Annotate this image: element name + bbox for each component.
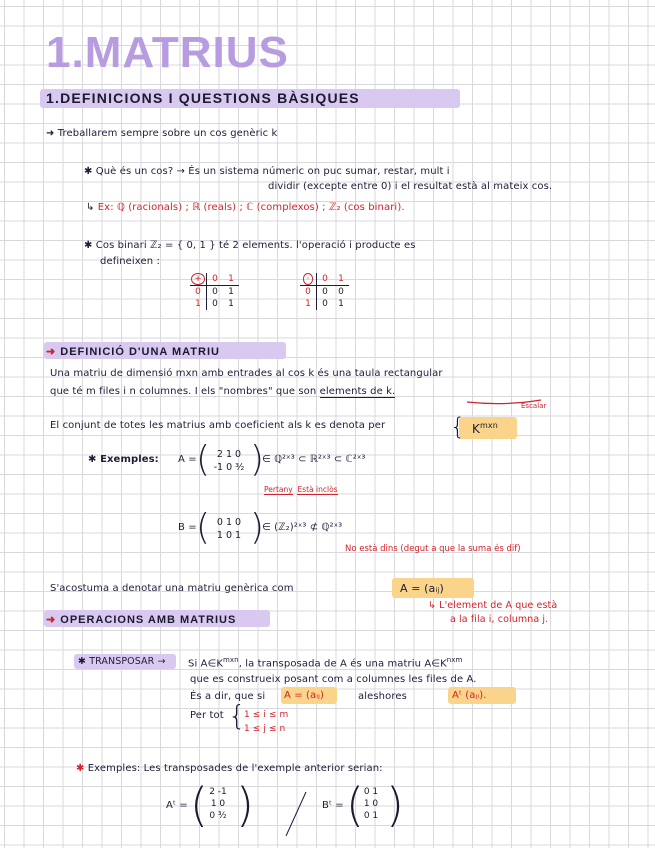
matrix-at [200, 786, 236, 822]
asterisk-bullet-icon: ✱ [84, 166, 93, 177]
sum-row-label: 0 [195, 287, 201, 297]
brace: { [228, 699, 246, 732]
matrix-bt-row: 0 1 [363, 787, 379, 797]
asterisk-bullet-icon: ✱ [84, 240, 93, 251]
matrix-bt-row: 0 1 [363, 811, 379, 821]
sum-op: + [190, 273, 207, 286]
conditions [244, 708, 288, 736]
cos-answer-1: És un sistema númeric on puc sumar, restar, mult i [188, 166, 450, 177]
cos-answer-2: dividir (excepte entre 0) i el resultat està al mateix cos. [268, 181, 553, 192]
slash-divider [282, 790, 312, 840]
generic-note-2: a la fila i, columna j. [450, 614, 549, 625]
t-line-1b: , la transposada de A és una matriu A∈K [238, 658, 447, 670]
generic-note-1: ↳ L'element de A que està [428, 600, 558, 611]
right-paren: ) [250, 507, 265, 548]
prod-row-label: 1 [305, 299, 311, 309]
matrix-at-row: 0 ³⁄₂ [209, 811, 227, 821]
sum-row-label: 1 [195, 299, 201, 309]
asterisk-bullet-icon: ✱ [76, 763, 85, 774]
transposar-label [78, 656, 166, 667]
sum-table [190, 273, 239, 310]
t-exemples-line [76, 763, 383, 774]
per-tot: Per tot [190, 710, 224, 721]
matrix-a-label: A = [178, 454, 197, 465]
bullet-intro [46, 128, 277, 139]
transposar-label-text: TRANSPOSAR → [89, 656, 166, 667]
asterisk-bullet-icon: ✱ [78, 656, 87, 667]
exemples-label-text: Exemples: [100, 454, 159, 465]
prod-row-label: 0 [305, 287, 311, 297]
prod-header-0: 0 [317, 273, 334, 286]
no-esta-note: No està dins (degut a que la suma és dif) [345, 544, 521, 554]
matrix-bt [356, 786, 386, 822]
t-exemples-text: Exemples: Les transposades de l'exemple anterior serian: [87, 763, 383, 774]
asterisk-bullet-icon: ✱ [88, 454, 97, 465]
pertany-text: Pertany [264, 485, 293, 494]
prod-cell: 0 [338, 287, 344, 297]
at-label: Aᵗ = [166, 800, 188, 811]
sum-cell: 1 [228, 299, 234, 309]
page-title: 1.MATRIUS [46, 28, 289, 77]
arrow-bullet-icon: ➜ [46, 614, 57, 626]
operacions-heading-text: OPERACIONS AMB MATRIUS [60, 614, 237, 626]
matrix-a-row: 2 1 0 [216, 449, 242, 460]
kmxn-k: K [472, 422, 480, 436]
cos-question-line [84, 166, 450, 177]
matrix-at-row: 2 -1 [209, 787, 227, 797]
t-hl1: A = (aᵢⱼ) [284, 690, 324, 701]
condition-1: 1 ≤ i ≤ m [244, 710, 289, 720]
definicio-heading-text: DEFINICIÓ D'UNA MATRIU [60, 346, 220, 358]
escalar-note: Escalar [521, 402, 547, 410]
sum-cell: 0 [207, 286, 224, 299]
bullet-intro-text: Treballarem sempre sobre un cos genèric k [57, 128, 278, 139]
t-sup-2: nxm [446, 656, 463, 664]
matrix-b-row: 0 1 0 [216, 517, 242, 528]
left-paren: ( [346, 778, 364, 832]
matrix-bt-row: 1 0 [363, 799, 379, 809]
matrix-at-row: 1 0 [210, 799, 226, 809]
esta-inclos-text: Està inclòs [297, 485, 338, 494]
arrow-bullet-icon: ➜ [46, 128, 55, 139]
right-paren: ) [386, 778, 404, 832]
matrix-b-row: 1 0 1 [216, 530, 242, 541]
left-paren: ( [196, 507, 211, 548]
left-paren: ( [196, 439, 211, 480]
def-line-2 [50, 386, 395, 397]
left-brace: { [450, 413, 466, 441]
def-line-1: Una matriu de dimensió mxn amb entrades al cos k és una taula rectangular [50, 368, 443, 379]
sum-cell: 1 [228, 287, 234, 297]
binari-text-1: Cos binari ℤ₂ = { 0, 1 } té 2 elements. l'operació i producte es [95, 240, 416, 251]
matrix-b-set: ∈ (ℤ₂)²ˣ³ ⊄ ℚ²ˣ³ [262, 522, 343, 533]
def-line-2a: que té m files i n columnes. I els "nombres" que son [50, 386, 317, 397]
sum-header-1: 1 [223, 273, 239, 286]
prod-cell: 0 [317, 286, 334, 299]
def-line-2b: elements de k. [319, 386, 396, 397]
product-table [300, 273, 349, 310]
cos-question: Què és un cos? → [95, 166, 185, 177]
prod-op: · [300, 273, 317, 286]
prod-cell: 0 [317, 298, 334, 310]
matrix-b [206, 516, 252, 542]
t-sup-1: mxn [223, 656, 239, 664]
cos-examples [86, 202, 405, 213]
generic-formula: A = (aᵢⱼ) [400, 582, 444, 595]
definicio-heading [46, 345, 220, 358]
right-paren: ) [236, 778, 254, 832]
exemples-label [88, 454, 159, 465]
bt-label: Bᵗ = [322, 800, 344, 811]
t-line-2: que es construeix posant com a columnes les files de A. [190, 674, 477, 685]
t-line-3b: aleshores [358, 691, 407, 702]
kmxn [472, 421, 498, 436]
matrix-a-set: ∈ ℚ²ˣ³ ⊂ ℝ²ˣ³ ⊂ ℂ²ˣ³ [262, 454, 366, 465]
sum-header-0: 0 [207, 273, 224, 286]
matrix-a [206, 448, 252, 474]
kmxn-sup: mxn [479, 421, 498, 430]
red-underline-curve [465, 396, 545, 410]
t-hl2: Aᵗ (aⱼᵢ). [452, 690, 487, 701]
arrow-bullet-icon: ➜ [46, 346, 57, 358]
prod-header-1: 1 [333, 273, 349, 286]
operacions-heading [46, 613, 236, 626]
t-line-1 [188, 656, 462, 669]
binari-line-1 [84, 240, 416, 251]
right-paren: ) [250, 439, 265, 480]
generic-line: S'acostuma a denotar una matriu genèrica com [50, 583, 294, 594]
matrix-b-label: B = [178, 522, 197, 533]
t-line-3a: És a dir, que si [190, 691, 266, 702]
matrix-a-row: -1 0 ³⁄₂ [213, 462, 245, 473]
binari-line-2: defineixen : [100, 256, 160, 267]
conjunt-line: El conjunt de totes les matrius amb coeficient als k es denota per [50, 420, 386, 431]
left-paren: ( [190, 778, 208, 832]
condition-2: 1 ≤ j ≤ n [244, 724, 286, 734]
section-heading: 1.DEFINICIONS I QUESTIONS BÀSIQUES [46, 90, 360, 106]
return-arrow-icon: ↳ [86, 202, 95, 213]
t-line-1a: Si A∈K [188, 658, 224, 670]
prod-cell: 1 [338, 299, 344, 309]
pertany-note [264, 485, 338, 494]
cos-examples-text: Ex: ℚ (racionals) ; ℝ (reals) ; ℂ (complexos) ; ℤ₂ (cos binari). [97, 202, 405, 213]
sum-cell: 0 [207, 298, 224, 310]
